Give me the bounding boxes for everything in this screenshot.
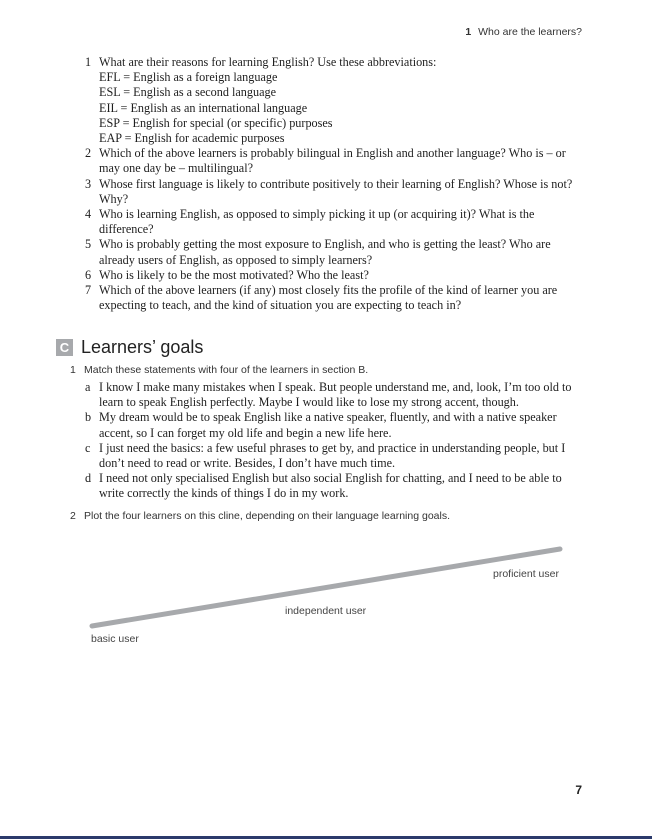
section-title: Learners’ goals [81, 337, 204, 357]
cline-label-basic: basic user [91, 633, 139, 645]
abbreviation-eil: EIL = English as an international language [99, 100, 308, 115]
question-6: 6 Who is likely to be the most motivated? Who the least? [85, 267, 369, 282]
statement-b: b My dream would be to speak English like a native speaker, fluently, and with a native speaker accent, so I can forget my old life and begin a new life here. [85, 410, 557, 440]
question-5: 5 Who is probably getting the most exposure to English, and who is getting the least? Who are already users of English, as opposed to simply learners? [85, 237, 551, 267]
page-number: 7 [575, 783, 582, 797]
section-letter-badge: C [56, 339, 73, 356]
abbreviation-efl: EFL = English as a foreign language [99, 70, 278, 85]
abbreviation-esp: ESP = English for special (or specific) purposes [99, 115, 333, 130]
statement-c: c I just need the basics: a few useful phrases to get by, and practice in understanding people, but I don’t need to read or write. Besides, I don’t have much time. [85, 440, 566, 471]
statement-a: a I know I make many mistakes when I speak. But people understand me, and, look, I’m too old to learn to speak English perfectly. Maybe I would like to lose my strong accent, though. [85, 380, 572, 410]
task-1-instruction: 1 Match these statements with four of the learners in section B. [70, 364, 369, 376]
task-2-instruction: 2 Plot the four learners on this cline, depending on their language learning goals. [70, 510, 450, 522]
cline-label-independent: independent user [285, 605, 367, 617]
chapter-title: Who are the learners? [478, 26, 582, 38]
question-2: 2 Which of the above learners is probably bilingual in English and another language? Who is – or may one day be – multilingual? [85, 146, 566, 176]
abbreviation-eap: EAP = English for academic purposes [99, 131, 285, 146]
question-1: 1 What are their reasons for learning English? Use these abbreviations: [85, 55, 437, 69]
abbreviation-esl: ESL = English as a second language [99, 85, 277, 100]
chapter-number: 1 [465, 26, 472, 38]
statement-d: d I need not only specialised English but also social English for chatting, and I need to be able to write correctly the kinds of things I do in my work. [85, 471, 562, 501]
question-3: 3 Whose first language is likely to contribute positively to their learning of English? Whose is not? Why? [85, 176, 573, 206]
question-4: 4 Who is learning English, as opposed to simply picking it up (or acquiring it)? What is the difference? [85, 207, 535, 237]
question-7: 7 Which of the above learners (if any) most closely fits the profile of the kind of learner you are expecting to teach, and the kind of situation you are expecting to teach in? [85, 283, 558, 313]
cline-label-proficient: proficient user [493, 568, 559, 580]
